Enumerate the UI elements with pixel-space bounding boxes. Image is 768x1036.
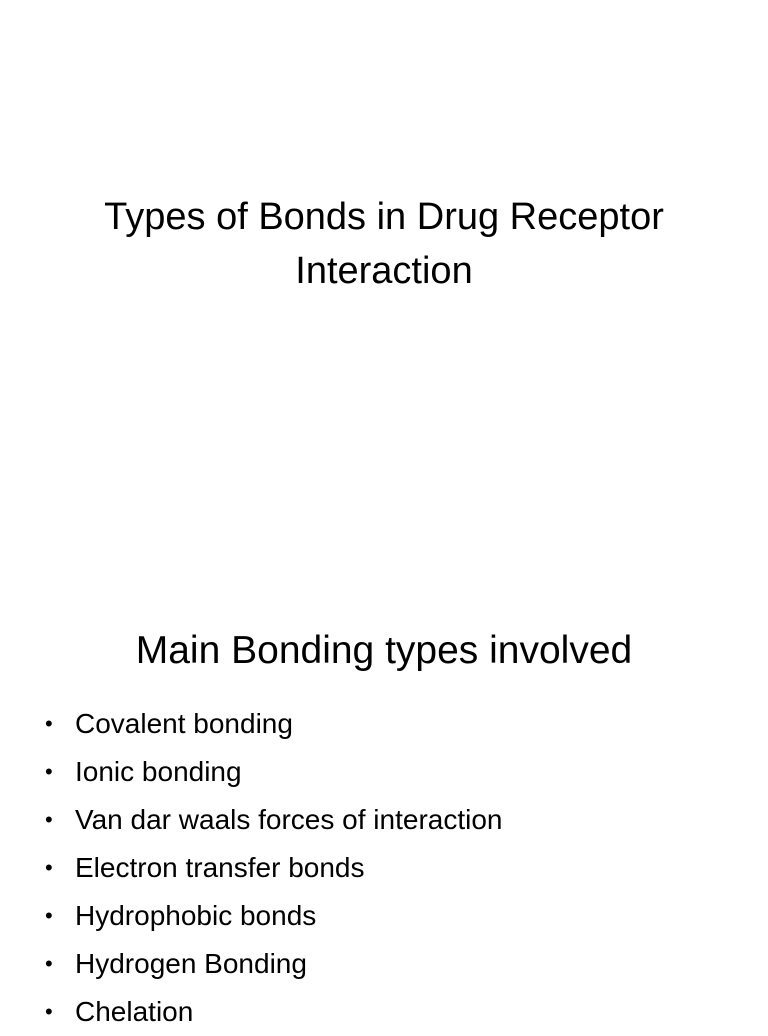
bullet-icon: • (45, 807, 53, 832)
list-item (40, 748, 502, 796)
bullet-icon: • (45, 855, 53, 880)
list-item-label: Electron transfer bonds (75, 852, 365, 883)
slide-1-title: Types of Bonds in Drug Receptor Interaction (104, 196, 664, 292)
list-item (40, 988, 502, 1036)
slide-2 (0, 576, 768, 1027)
bullet-icon: • (45, 711, 53, 736)
list-item-label: Ionic bonding (75, 756, 242, 787)
list-item-label: Hydrophobic bonds (75, 900, 317, 931)
list-item-label: Chelation (75, 996, 194, 1027)
list-item (40, 844, 502, 892)
list-item (40, 700, 502, 748)
list-item-label: Van dar waals forces of interaction (75, 804, 503, 835)
list-item (40, 892, 502, 940)
slide-2-title: Main Bonding types involved (135, 629, 633, 672)
list-item-label: Hydrogen Bonding (75, 948, 307, 979)
bonding-types-list (40, 700, 502, 1036)
list-item (40, 796, 502, 844)
bullet-icon: • (45, 951, 53, 976)
bullet-icon: • (45, 759, 53, 784)
list-item (40, 940, 502, 988)
bullet-icon: • (45, 903, 53, 928)
bullet-icon: • (45, 999, 53, 1024)
list-item-label: Covalent bonding (75, 708, 293, 739)
